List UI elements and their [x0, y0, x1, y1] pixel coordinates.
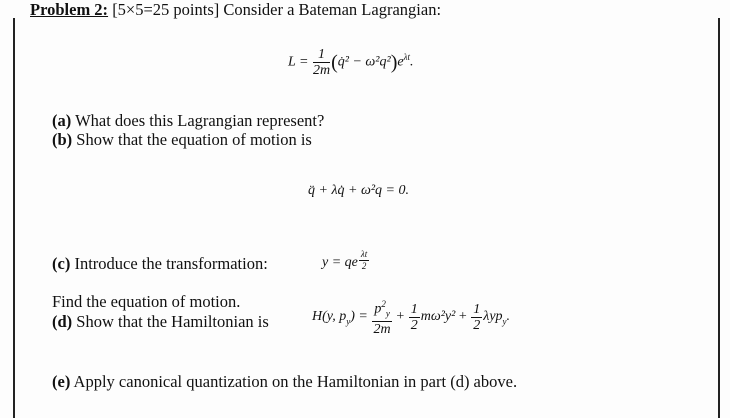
hamiltonian-plus1: + [396, 309, 405, 325]
close-paren: ) [390, 51, 398, 74]
open-paren: ( [331, 51, 338, 74]
part-c [52, 254, 268, 274]
hamiltonian-lhs-sub: y [346, 316, 351, 327]
hamiltonian-t3-den: 2 [473, 317, 481, 333]
problem-header [30, 0, 441, 20]
transformation-exp-num: λt [360, 249, 368, 259]
lagrangian-frac-num: 1 [313, 48, 330, 63]
hamiltonian-t1-num [372, 298, 392, 322]
problem-label: Problem 2: [30, 0, 109, 19]
transformation-exponent [359, 250, 369, 271]
hamiltonian-lhs: H(y, p [312, 309, 347, 325]
part-c-text: Introduce the transformation: [74, 254, 268, 273]
part-b [52, 130, 312, 150]
hamiltonian-t1-sup: 2 [381, 299, 386, 309]
hamiltonian-t3-sub: y [502, 316, 507, 327]
hamiltonian-lhs-close: ) = [350, 309, 368, 325]
part-b-label: (b) [52, 130, 73, 149]
part-e [52, 372, 517, 392]
part-a [52, 111, 324, 131]
frame-right-border [718, 18, 720, 418]
lagrangian-fraction [313, 48, 330, 77]
hamiltonian-plus2: + [458, 309, 467, 325]
hamiltonian-t2-den: 2 [410, 317, 418, 333]
lagrangian-frac-den: 2m [312, 63, 331, 78]
lagrangian-lhs: L = [288, 54, 309, 70]
lagrangian-period: . [410, 54, 414, 70]
part-e-text: Apply canonical quantization on the Hamiltonian in part (d) above. [73, 372, 518, 391]
lagrangian-body: q̇² − ω²q² [337, 54, 391, 70]
transformation-lhs: y = qe [322, 255, 358, 270]
hamiltonian-t1-sub: y [385, 308, 390, 319]
lagrangian-exp-base: e [397, 54, 404, 70]
frame-left-border [13, 18, 15, 418]
part-c-label: (c) [52, 254, 71, 273]
problem-intro: Consider a Bateman Lagrangian: [223, 0, 442, 19]
hamiltonian-equation [312, 298, 510, 336]
hamiltonian-t3-body: λyp [483, 309, 503, 325]
equation-of-motion: q̈ + λq̇ + ω²q = 0. [308, 183, 409, 198]
part-b-text: Show that the equation of motion is [76, 130, 312, 149]
part-e-label: (e) [52, 372, 71, 391]
hamiltonian-period: . [506, 309, 511, 325]
part-d [52, 312, 269, 332]
part-a-text: What does this Lagrangian represent? [75, 111, 325, 130]
hamiltonian-t3-num: 1 [473, 301, 481, 317]
hamiltonian-t2-num: 1 [410, 301, 418, 317]
problem-points: [5×5=25 points] [112, 0, 220, 19]
find-equation-text: Find the equation of motion. [52, 292, 241, 311]
hamiltonian-term1 [372, 298, 392, 336]
transformation-exp-den: 2 [361, 261, 367, 271]
lagrangian-exp-power: λt [403, 52, 411, 63]
hamiltonian-t1-p: p [374, 301, 382, 317]
lagrangian-equation [288, 48, 414, 77]
hamiltonian-term2-frac [409, 303, 420, 332]
part-d-text: Show that the Hamiltonian is [76, 312, 269, 331]
hamiltonian-term3-frac [471, 303, 482, 332]
hamiltonian-t2-body: mω²y² [420, 309, 456, 325]
hamiltonian-t1-den: 2m [373, 322, 391, 338]
part-a-label: (a) [52, 111, 72, 130]
part-d-label: (d) [52, 312, 73, 331]
